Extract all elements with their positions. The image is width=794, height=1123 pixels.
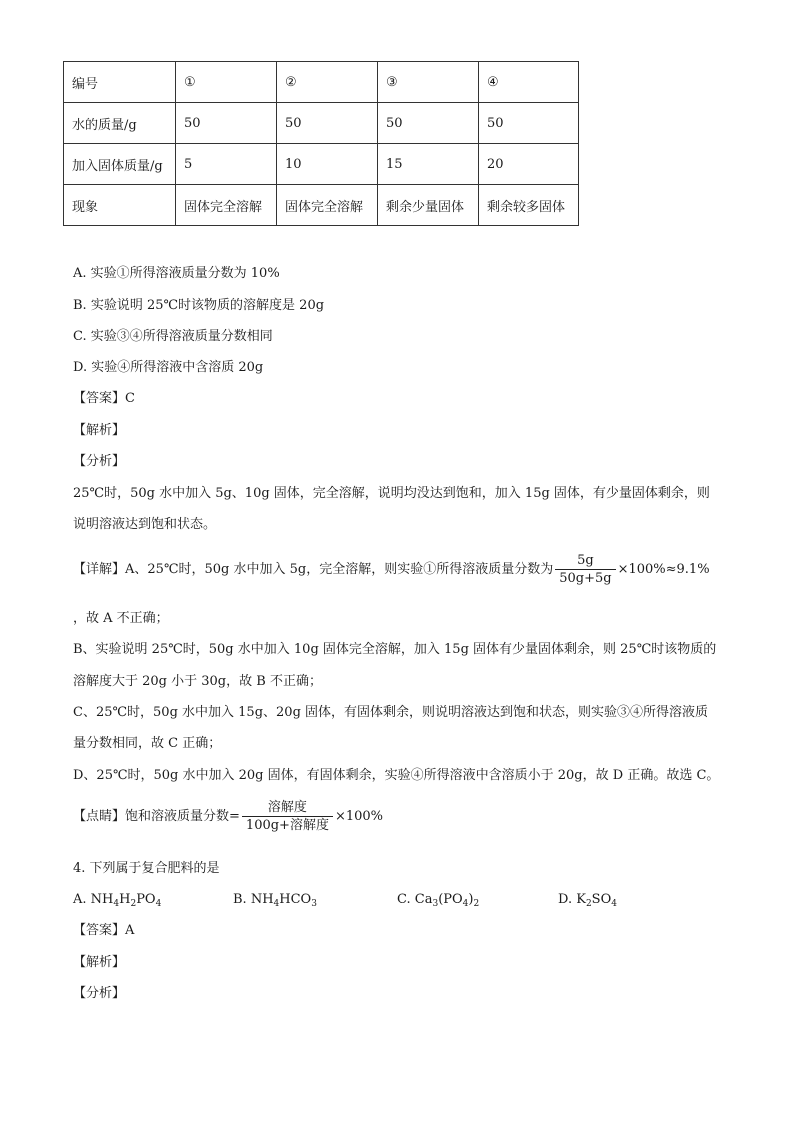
option-b: B. 实验说明 25℃时该物质的溶解度是 20g: [73, 298, 325, 313]
table-cell: 50: [277, 103, 378, 144]
detail-c-line-2: 量分数相同，故 C 正确；: [73, 736, 222, 751]
table-cell: 15: [378, 144, 479, 185]
experiment-table: [63, 61, 579, 226]
formula-part: (PO: [438, 892, 463, 907]
formula-part: C. Ca: [397, 892, 433, 907]
table-cell: 10: [277, 144, 378, 185]
table-cell: 50: [378, 103, 479, 144]
formula-sub: 4: [113, 899, 120, 909]
analysis-line-2: 说明溶液达到饱和状态。: [73, 517, 217, 532]
q4-answer-line: [73, 922, 134, 940]
table-cell: 剩余少量固体: [378, 185, 479, 226]
answer-line: [73, 390, 135, 408]
formula-part: D. K: [558, 892, 586, 907]
formula-sub: 4: [611, 899, 617, 909]
table-row: [64, 144, 579, 185]
formula-sub: 4: [273, 899, 280, 909]
option-d: D. 实验④所得溶液中含溶质 20g: [73, 360, 264, 375]
detail-b-line-1: B、实验说明 25℃时，50g 水中加入 10g 固体完全溶解，加入 15g 固体有少量固体剩余，则 25℃时该物质的: [73, 642, 717, 657]
fenxi-tag: 【分析】: [73, 454, 126, 469]
fraction-numerator: 溶解度: [267, 800, 307, 815]
answer-tag: 【答案】: [73, 391, 126, 406]
q4-fenxi-tag: 【分析】: [73, 986, 126, 1001]
table-cell: ②: [277, 62, 378, 103]
jiexi-tag: 【解析】: [73, 423, 126, 438]
q4-option-b: [233, 891, 317, 909]
formula-sub: 4: [155, 899, 162, 909]
table-cell: ③: [378, 62, 479, 103]
fraction-numerator: 5g: [577, 553, 594, 568]
formula-part: ): [468, 892, 474, 907]
fraction: [242, 800, 333, 834]
formula-sub: 4: [462, 899, 469, 909]
q4-option-a: [73, 891, 161, 909]
detail-b-line-2: 溶解度大于 20g 小于 30g，故 B 不正确；: [73, 674, 322, 689]
tip-tag: 【点睛】: [73, 809, 126, 824]
fraction-denominator: 100g+溶解度: [242, 816, 333, 834]
table-cell: 编号: [64, 62, 176, 103]
analysis-line-1: 25℃时，50g 水中加入 5g、10g 固体，完全溶解，说明均没达到饱和，加入 15g 固体，有少量固体剩余，则: [73, 486, 710, 501]
fraction-denominator: 50g+5g: [555, 569, 615, 587]
detail-d-line: D、25℃时，50g 水中加入 20g 固体，有固体剩余，实验④所得溶液中含溶质小于 20g，故 D 正确。故选 C。: [73, 768, 720, 783]
table-cell: 20: [479, 144, 579, 185]
detail-tag: 【详解】: [73, 562, 126, 577]
table-cell: 50: [176, 103, 277, 144]
tip-line: [73, 800, 383, 834]
tip-text: 饱和溶液质量分数=: [125, 809, 240, 824]
q4-jiexi-tag: 【解析】: [73, 955, 126, 970]
detail-c-line-1: C、25℃时，50g 水中加入 15g、20g 固体，有固体剩余，则说明溶液达到饱和状态，则实验③④所得溶液质: [73, 705, 709, 720]
table-row: [64, 103, 579, 144]
formula-part: H: [119, 892, 131, 907]
table-cell: ①: [176, 62, 277, 103]
option-c: C. 实验③④所得溶液质量分数相同: [73, 329, 273, 344]
table-cell: 5: [176, 144, 277, 185]
formula-part: SO: [591, 892, 612, 907]
table-cell: 现象: [64, 185, 176, 226]
question-4-stem: 4. 下列属于复合肥料的是: [73, 861, 220, 876]
table-cell: 水的质量/g: [64, 103, 176, 144]
table-cell: 固体完全溶解: [277, 185, 378, 226]
formula-part: B. NH: [233, 892, 274, 907]
table-row: [64, 62, 579, 103]
detail-a-result: ×100%≈9.1%: [617, 562, 710, 577]
option-a: A. 实验①所得溶液质量分数为 10%: [73, 266, 280, 281]
table-cell: 剩余较多固体: [479, 185, 579, 226]
detail-a-text: A、25℃时，50g 水中加入 5g，完全溶解，则实验①所得溶液质量分数为: [125, 562, 554, 577]
formula-part: HCO: [279, 892, 312, 907]
detail-a-line: [73, 553, 710, 587]
formula-sub: 3: [432, 899, 439, 909]
formula-part: PO: [136, 892, 156, 907]
answer-value: A: [125, 923, 135, 938]
formula-sub: 2: [585, 899, 592, 909]
detail-a-tail: ，故 A 不正确；: [73, 611, 169, 626]
answer-tag: 【答案】: [73, 923, 126, 938]
table-cell: 加入固体质量/g: [64, 144, 176, 185]
q4-option-c: [397, 891, 479, 909]
fraction: [555, 553, 615, 587]
answer-value: C: [125, 391, 135, 406]
formula-sub: 2: [473, 899, 480, 909]
formula-part: A. NH: [73, 892, 114, 907]
table-cell: 50: [479, 103, 579, 144]
table-cell: ④: [479, 62, 579, 103]
q4-option-d: [558, 891, 617, 909]
tip-result: ×100%: [334, 809, 384, 824]
formula-sub: 2: [130, 899, 137, 909]
table-row: [64, 185, 579, 226]
formula-sub: 3: [311, 899, 317, 909]
table-cell: 固体完全溶解: [176, 185, 277, 226]
